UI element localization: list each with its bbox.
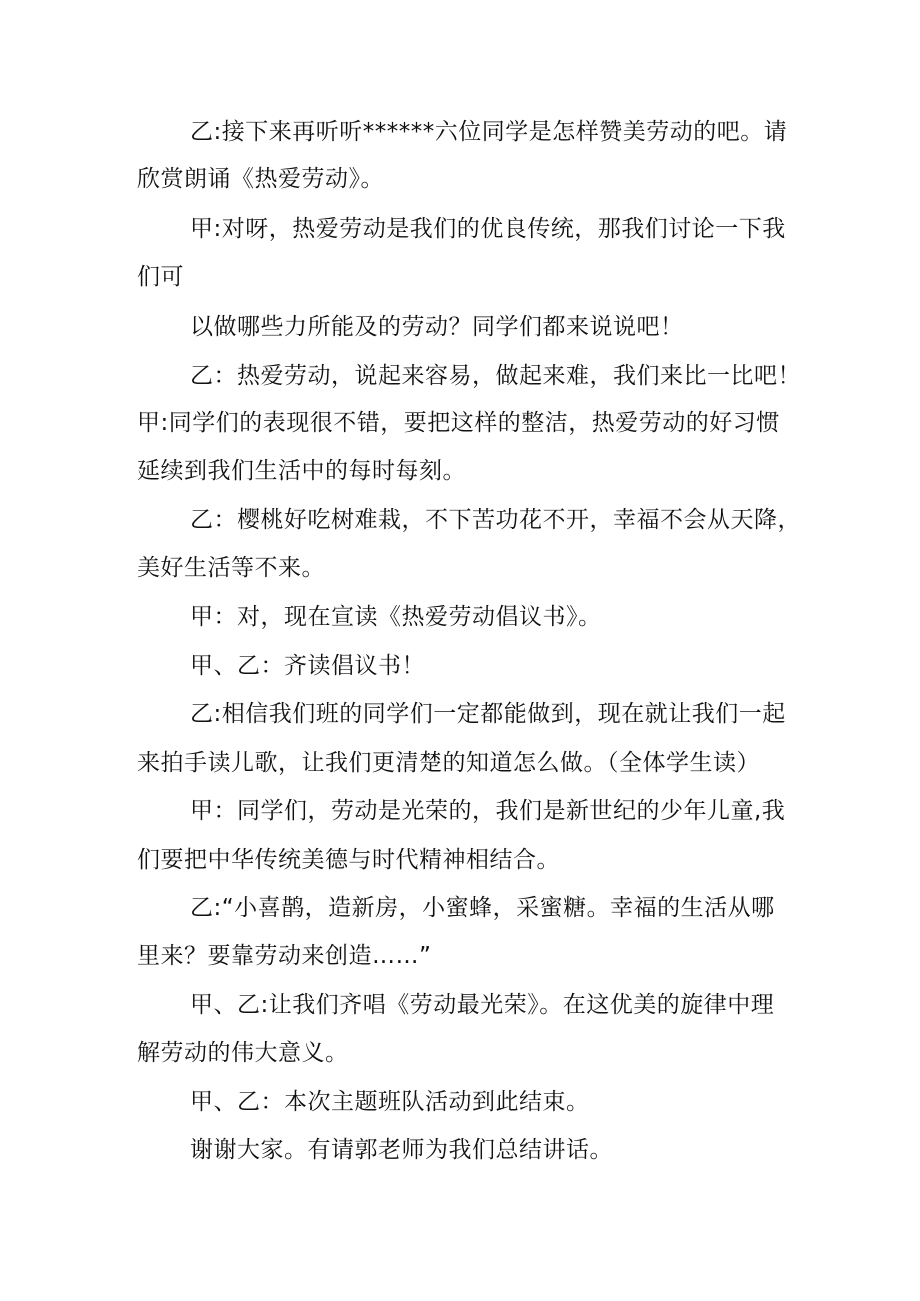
text-line: 乙：热爱劳动，说起来容易，做起来难，我们来比一比吧！ <box>190 363 801 389</box>
text-line: 乙:“小喜鹊，造新房，小蜜蜂，采蜜糖。幸福的生活从哪 <box>190 895 775 921</box>
text-line: 乙：樱桃好吃树难栽，不下苦功花不开，幸福不会从天降， <box>190 507 801 533</box>
text-line: 谢谢大家。有请郭老师为我们总结讲话。 <box>190 1137 613 1163</box>
text-line: 甲:同学们的表现很不错，要把这样的整洁，热爱劳动的好习惯 <box>137 410 780 436</box>
text-line: 解劳动的伟大意义。 <box>137 1040 349 1066</box>
text-line: 乙:接下来再听听******六位同学是怎样赞美劳动的吧。请 <box>190 119 788 145</box>
text-line: 甲：同学们，劳动是光荣的，我们是新世纪的少年儿童,我 <box>190 798 786 824</box>
text-line: 延续到我们生活中的每时每刻。 <box>137 458 466 484</box>
text-line: 甲、乙:让我们齐唱《劳动最光荣》。在这优美的旋律中理 <box>190 992 775 1018</box>
text-line: 里来？要靠劳动来创造……” <box>137 943 432 969</box>
text-line: 以做哪些力所能及的劳动？同学们都来说说吧！ <box>190 314 684 340</box>
text-line: 甲、乙：齐读倡议书！ <box>190 653 425 679</box>
text-line: 们要把中华传统美德与时代精神相结合。 <box>137 847 560 873</box>
text-line: 甲:对呀，热爱劳动是我们的优良传统，那我们讨论一下我 <box>190 216 786 242</box>
text-line: 美好生活等不来。 <box>137 555 325 581</box>
text-line: 乙:相信我们班的同学们一定都能做到，现在就让我们一起 <box>190 701 786 727</box>
text-line: 来拍手读儿歌，让我们更清楚的知道怎么做。（全体学生读） <box>137 750 760 776</box>
text-line: 欣赏朗诵《热爱劳动》。 <box>137 166 384 192</box>
text-line: 甲：对，现在宣读《热爱劳动倡议书》。 <box>190 604 602 630</box>
text-line: 甲、乙：本次主题班队活动到此结束。 <box>190 1089 590 1115</box>
text-line: 们可 <box>137 264 184 290</box>
